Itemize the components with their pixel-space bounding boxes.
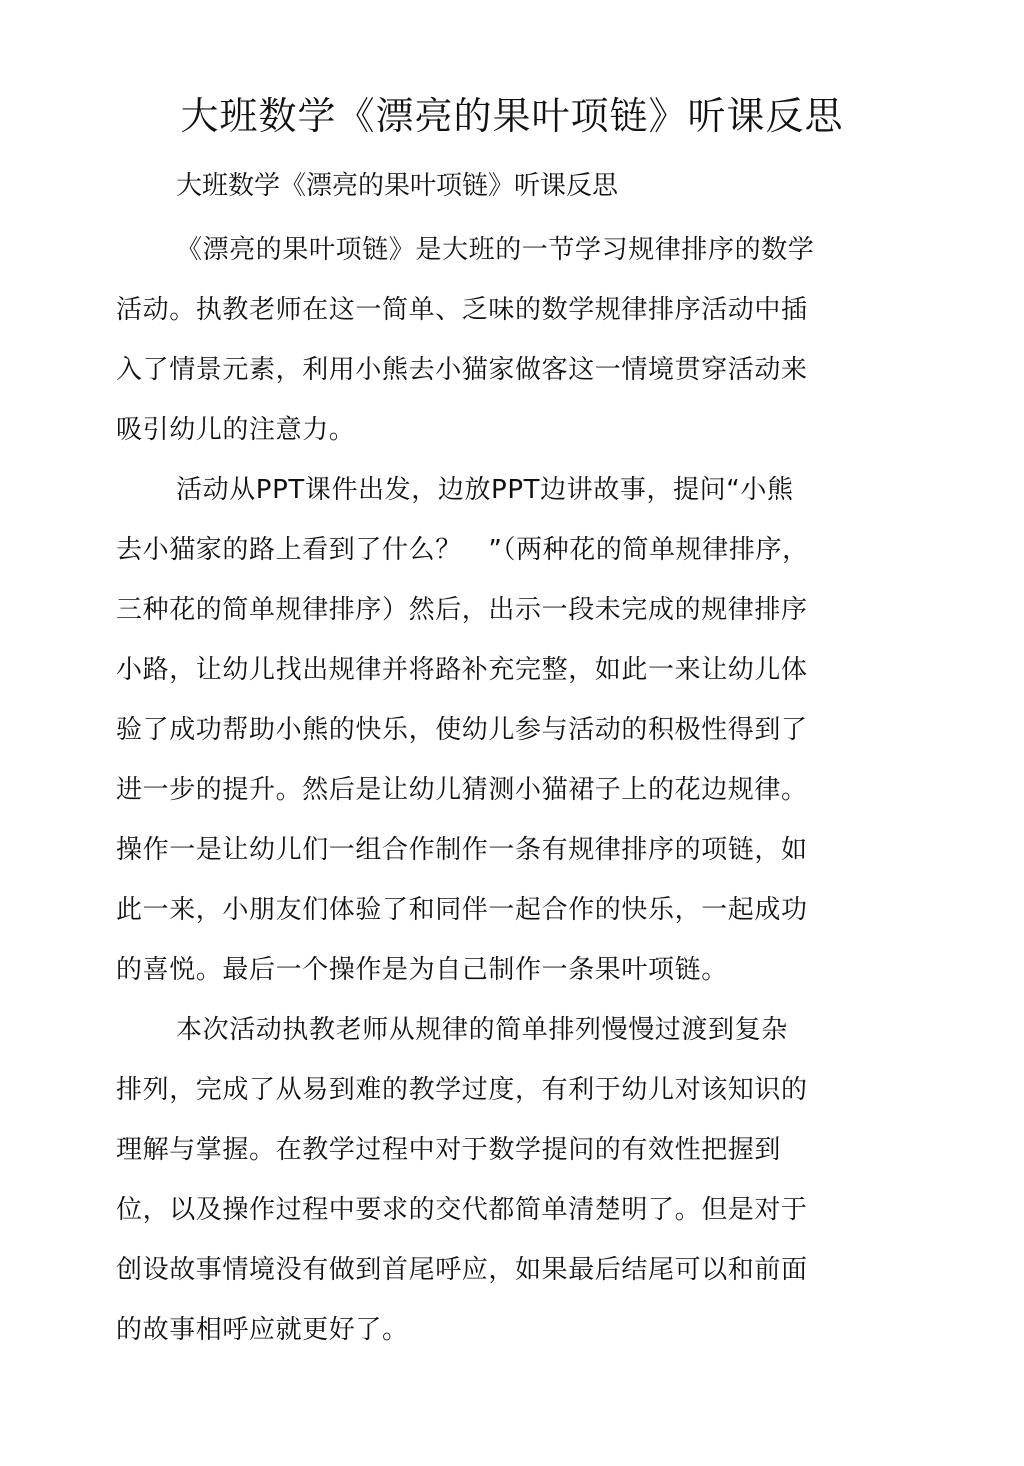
paragraph-2-line-3: 三种花的简单规律排序）然后，出示一段未完成的规律排序 — [116, 595, 808, 625]
paragraph-2-line-9: 的喜悦。最后一个操作是为自己制作一条果叶项链。 — [116, 955, 728, 985]
paragraph-1-line-2: 活动。执教老师在这一简单、乏味的数学规律排序活动中插 — [116, 295, 808, 325]
document-subtitle: 大班数学《漂亮的果叶项链》听课反思 — [176, 171, 619, 201]
paragraph-2-line-2: 去小猫家的路上看到了什么？ ”（两种花的简单规律排序， — [116, 535, 809, 565]
paragraph-3-line-6: 的故事相呼应就更好了。 — [116, 1315, 409, 1345]
paragraph-2-line-6: 进一步的提升。然后是让幼儿猜测小猫裙子上的花边规律。 — [116, 775, 808, 805]
paragraph-3-line-3: 理解与掌握。在教学过程中对于数学提问的有效性把握到 — [116, 1135, 782, 1165]
paragraph-3-line-5: 创设故事情境没有做到首尾呼应，如果最后结尾可以和前面 — [116, 1255, 808, 1285]
paragraph-2-line-8: 此一来，小朋友们体验了和同伴一起合作的快乐，一起成功 — [116, 895, 808, 925]
paragraph-2-line-7: 操作一是让幼儿们一组合作制作一条有规律排序的项链，如 — [116, 835, 808, 865]
paragraph-2-line-1: 活动从PPT课件出发，边放PPT边讲故事，提问“小熊 — [176, 475, 794, 505]
paragraph-1-line-1: 《漂亮的果叶项链》是大班的一节学习规律排序的数学 — [176, 235, 815, 265]
paragraph-3-line-2: 排列，完成了从易到难的教学过度，有利于幼儿对该知识的 — [116, 1075, 808, 1105]
document-title: 大班数学《漂亮的果叶项链》听课反思 — [180, 94, 844, 138]
paragraph-2-line-5: 验了成功帮助小熊的快乐，使幼儿参与活动的积极性得到了 — [116, 715, 808, 745]
paragraph-1-line-3: 入了情景元素，利用小熊去小猫家做客这一情境贯穿活动来 — [116, 355, 808, 385]
paragraph-2-line-4: 小路，让幼儿找出规律并将路补充完整，如此一来让幼儿体 — [116, 655, 808, 685]
paragraph-3-line-1: 本次活动执教老师从规律的简单排列慢慢过渡到复杂 — [176, 1015, 788, 1045]
paragraph-3-line-4: 位，以及操作过程中要求的交代都简单清楚明了。但是对于 — [116, 1195, 808, 1225]
paragraph-1-line-4: 吸引幼儿的注意力。 — [116, 415, 356, 445]
